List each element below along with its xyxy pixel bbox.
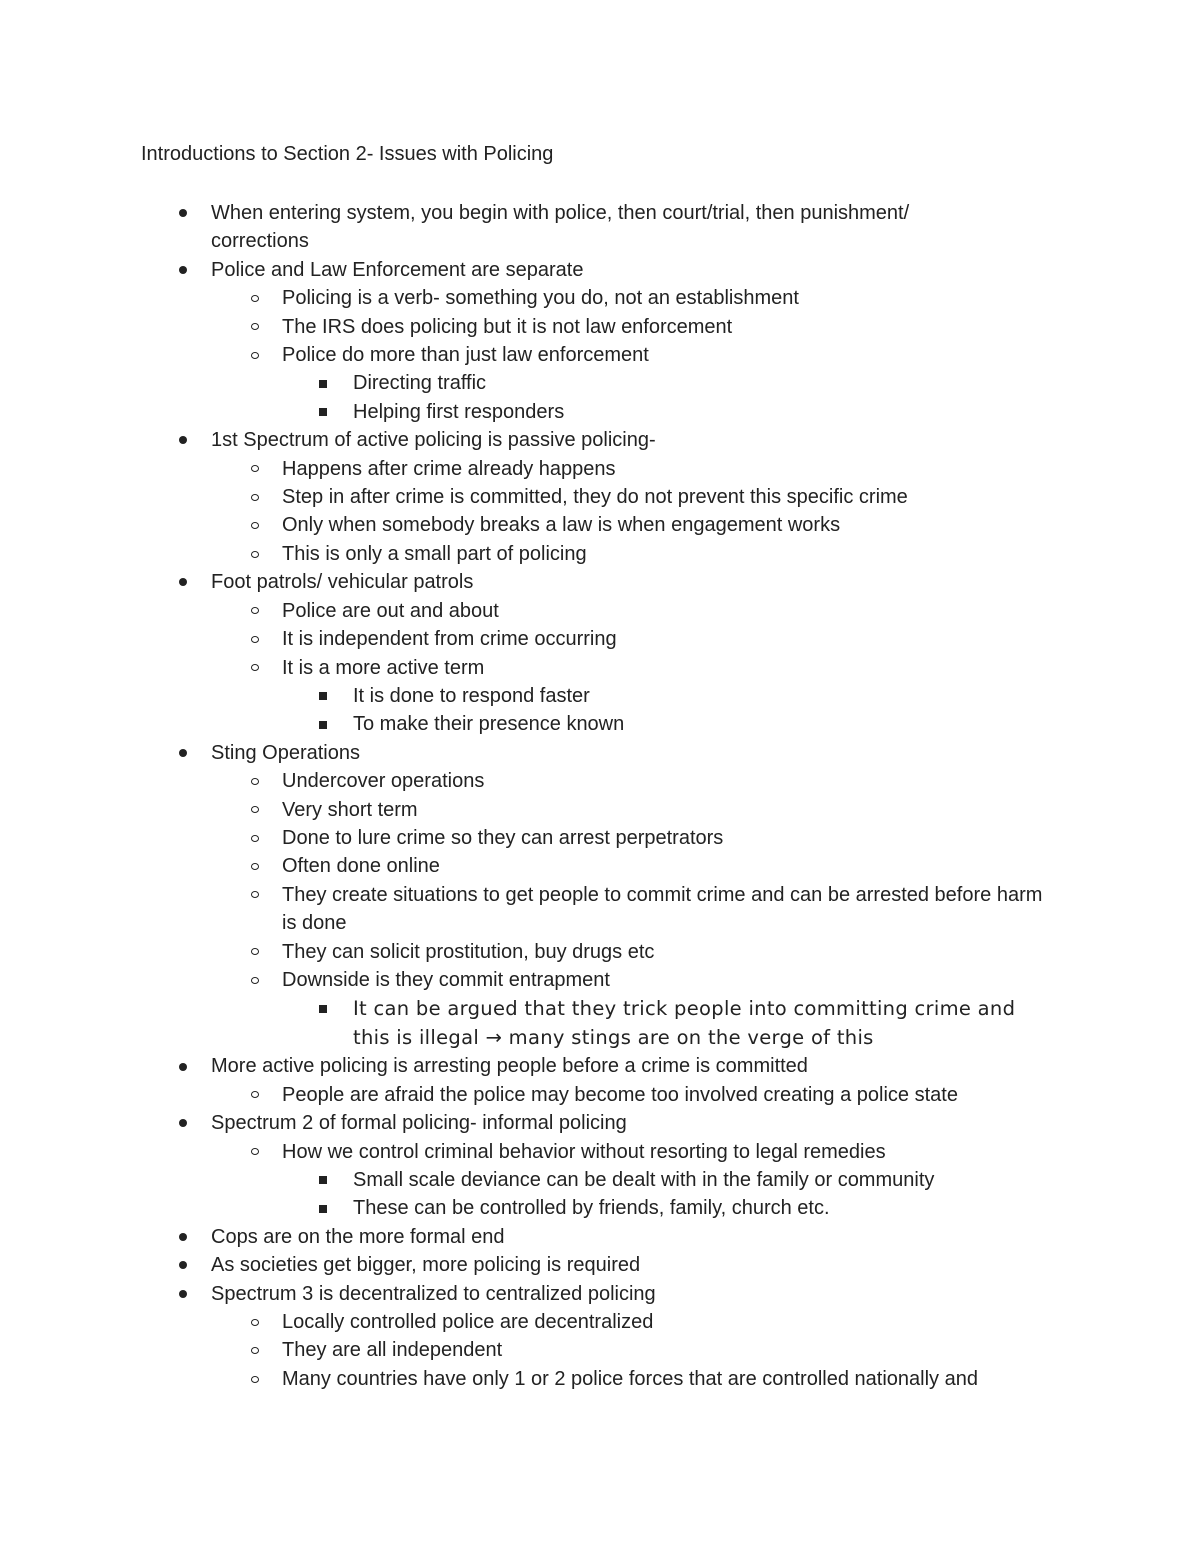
hollow-circle-bullet-icon — [248, 1336, 262, 1364]
filled-disc-bullet-icon — [176, 739, 190, 767]
notes-list — [0, 199, 1200, 1393]
list-item-text: Small scale deviance can be dealt with in the family or community — [353, 1169, 935, 1191]
list-item — [0, 284, 1062, 312]
list-item-text: Cops are on the more formal end — [211, 1225, 505, 1248]
list-item-text: They can solicit prostitution, buy drugs etc — [282, 940, 655, 963]
hollow-circle-bullet-icon — [248, 966, 262, 994]
list-item-text: Locally controlled police are decentralized — [282, 1311, 654, 1334]
hollow-circle-bullet-icon — [248, 767, 262, 795]
list-item — [0, 796, 1062, 824]
list-item — [0, 1280, 971, 1308]
list-item-text: The IRS does policing but it is not law enforcement — [282, 315, 733, 338]
hollow-circle-bullet-icon — [248, 1081, 262, 1109]
list-item-text: Foot patrols/ vehicular patrols — [211, 571, 474, 594]
list-item — [0, 398, 1033, 426]
filled-disc-bullet-icon — [176, 1280, 190, 1308]
list-item-text: Spectrum 2 of formal policing- informal policing — [211, 1112, 627, 1135]
filled-disc-bullet-icon — [176, 256, 190, 284]
filled-disc-bullet-icon — [176, 1052, 190, 1080]
list-item — [0, 625, 1062, 653]
list-item — [0, 710, 1033, 738]
hollow-circle-bullet-icon — [248, 654, 262, 682]
list-item — [0, 369, 1033, 397]
list-item — [0, 568, 971, 596]
list-item — [0, 682, 1033, 710]
list-item-text: To make their presence known — [353, 713, 625, 736]
list-item — [0, 1251, 971, 1279]
list-item-text: Police and Law Enforcement are separate — [211, 258, 584, 281]
hollow-circle-bullet-icon — [248, 1308, 262, 1336]
filled-disc-bullet-icon — [176, 1251, 190, 1279]
filled-disc-bullet-icon — [176, 199, 190, 227]
list-item-text: They are all independent — [282, 1339, 503, 1362]
list-item-text: Done to lure crime so they can arrest perpetrators — [282, 826, 724, 849]
list-item — [0, 824, 1062, 852]
list-item — [0, 341, 1062, 369]
list-item — [0, 483, 1062, 511]
hollow-circle-bullet-icon — [248, 852, 262, 880]
list-item-text: Happens after crime already happens — [282, 457, 616, 480]
list-item — [0, 597, 1062, 625]
list-item — [0, 1081, 1062, 1109]
list-item-text: Policing is a verb- something you do, not an establishment — [282, 287, 799, 310]
list-item — [0, 455, 1062, 483]
list-item-text: Directing traffic — [353, 372, 487, 395]
list-item-text: People are afraid the police may become too involved creating a police state — [282, 1083, 958, 1106]
list-item-text: It is independent from crime occurring — [282, 628, 617, 651]
hollow-circle-bullet-icon — [248, 881, 262, 909]
list-item — [0, 739, 971, 767]
list-item-text: Undercover operations — [282, 770, 485, 793]
filled-square-bullet-icon — [316, 369, 330, 397]
filled-disc-bullet-icon — [176, 568, 190, 596]
list-item — [0, 1223, 971, 1251]
list-item-text: Very short term — [282, 798, 418, 821]
hollow-circle-bullet-icon — [248, 597, 262, 625]
list-item-text: Only when somebody breaks a law is when engagement works — [282, 514, 841, 537]
hollow-circle-bullet-icon — [248, 313, 262, 341]
filled-square-bullet-icon — [316, 1166, 330, 1194]
list-item — [0, 767, 1062, 795]
hollow-circle-bullet-icon — [248, 1138, 262, 1166]
list-item — [0, 1166, 1033, 1194]
list-item — [0, 426, 971, 454]
hollow-circle-bullet-icon — [248, 625, 262, 653]
filled-square-bullet-icon — [316, 682, 330, 710]
list-item-text: More active policing is arresting people before a crime is committed — [211, 1055, 808, 1078]
list-item-text: As societies get bigger, more policing is required — [211, 1254, 641, 1277]
list-item — [0, 938, 1062, 966]
list-item — [0, 654, 1062, 682]
filled-square-bullet-icon — [316, 398, 330, 426]
list-item — [0, 1138, 1062, 1166]
list-item — [0, 511, 1062, 539]
list-item — [0, 313, 1062, 341]
filled-square-bullet-icon — [316, 1194, 330, 1222]
hollow-circle-bullet-icon — [248, 938, 262, 966]
hollow-circle-bullet-icon — [248, 341, 262, 369]
hollow-circle-bullet-icon — [248, 455, 262, 483]
list-item-text: Sting Operations — [211, 741, 360, 764]
hollow-circle-bullet-icon — [248, 511, 262, 539]
list-item — [0, 1194, 1033, 1222]
list-item-text: Police do more than just law enforcement — [282, 344, 649, 367]
list-item-text: Downside is they commit entrapment — [282, 968, 610, 991]
filled-square-bullet-icon — [316, 994, 330, 1022]
list-item-text: It can be argued that they trick people into committing crime and this is illegal → many stings are on the verge of this — [353, 997, 1016, 1050]
hollow-circle-bullet-icon — [248, 540, 262, 568]
list-item-text: How we control criminal behavior without resorting to legal remedies — [282, 1140, 886, 1163]
hollow-circle-bullet-icon — [248, 284, 262, 312]
page-title: Introductions to Section 2- Issues with Policing — [141, 143, 554, 165]
list-item-text: When entering system, you begin with police, then court/trial, then punishment/ corrections — [211, 202, 910, 253]
list-item-text: Step in after crime is committed, they do not prevent this specific crime — [282, 486, 908, 509]
list-item — [0, 994, 1043, 1052]
list-item — [0, 881, 1062, 938]
list-item — [0, 1365, 1062, 1393]
list-item — [0, 1109, 971, 1137]
filled-disc-bullet-icon — [176, 426, 190, 454]
list-item-text: It is a more active term — [282, 656, 485, 679]
list-item-text: Police are out and about — [282, 599, 499, 622]
list-item — [0, 256, 971, 284]
filled-disc-bullet-icon — [176, 1109, 190, 1137]
list-item-text: Helping first responders — [353, 400, 565, 423]
list-item — [0, 1336, 1062, 1364]
hollow-circle-bullet-icon — [248, 483, 262, 511]
list-item-text: They create situations to get people to commit crime and can be arrested before harm is done — [282, 883, 1043, 935]
list-item — [0, 852, 1062, 880]
filled-disc-bullet-icon — [176, 1223, 190, 1251]
list-item — [0, 966, 1062, 994]
list-item — [0, 540, 1062, 568]
list-item-text: Often done online — [282, 855, 440, 878]
hollow-circle-bullet-icon — [248, 824, 262, 852]
list-item — [0, 199, 971, 256]
list-item-text: Many countries have only 1 or 2 police forces that are controlled nationally and — [282, 1367, 978, 1390]
hollow-circle-bullet-icon — [248, 1365, 262, 1393]
list-item — [0, 1308, 1062, 1336]
list-item-text: This is only a small part of policing — [282, 542, 587, 565]
list-item-text: It is done to respond faster — [353, 684, 590, 707]
filled-square-bullet-icon — [316, 710, 330, 738]
list-item-text: These can be controlled by friends, family, church etc. — [353, 1197, 830, 1220]
list-item-text: 1st Spectrum of active policing is passive policing- — [211, 429, 656, 452]
hollow-circle-bullet-icon — [248, 796, 262, 824]
list-item — [0, 1052, 971, 1080]
list-item-text: Spectrum 3 is decentralized to centralized policing — [211, 1282, 656, 1305]
